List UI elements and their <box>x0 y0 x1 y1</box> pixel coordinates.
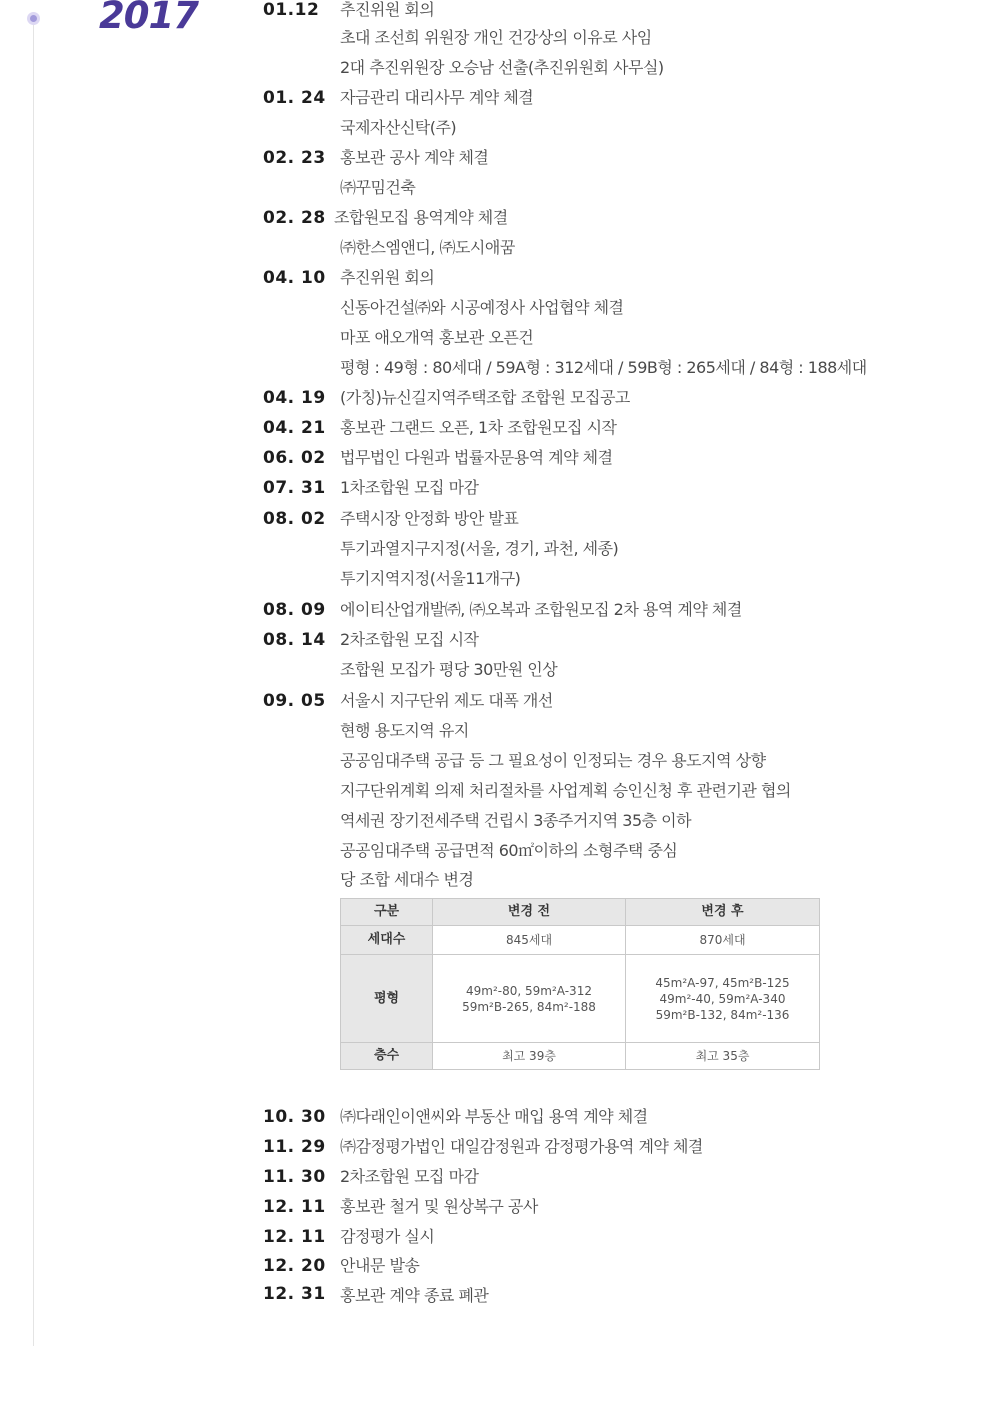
event-text: 2차조합원 모집 마감 <box>340 1167 479 1186</box>
event-text: 공공임대주택 공급 등 그 필요성이 인정되는 경우 용도지역 상향 <box>340 751 766 770</box>
event-date: 08. 09 <box>263 600 326 620</box>
event-text: 지구단위계획 의제 처리절차를 사업계획 승인신청 후 관련기관 협의 <box>340 781 791 800</box>
event-text: 2대 추진위원장 오승남 선출(추진위원회 사무실) <box>340 58 664 77</box>
event-text: ㈜다래인이앤씨와 부동산 매입 용역 계약 체결 <box>340 1107 648 1126</box>
event-text: 역세권 장기전세주택 건립시 3종주거지역 35층 이하 <box>340 811 692 830</box>
event-date: 01.12 <box>263 0 320 20</box>
event-text: ㈜한스엠앤디, ㈜도시애꿈 <box>340 238 515 257</box>
event-text: 당 조합 세대수 변경 <box>340 870 474 889</box>
timeline-dot-icon <box>27 12 40 25</box>
event-text: 공공임대주택 공급면적 60㎡이하의 소형주택 중심 <box>340 841 678 860</box>
event-date: 12. 20 <box>263 1256 326 1276</box>
event-text: 마포 애오개역 홍보관 오픈건 <box>340 328 534 347</box>
table-row-label: 세대수 <box>341 926 433 955</box>
table-row-label: 층수 <box>341 1043 433 1070</box>
event-date: 04. 21 <box>263 418 326 438</box>
event-text: 1차조합원 모집 마감 <box>340 478 479 497</box>
household-change-table <box>340 898 820 1070</box>
table-row <box>341 955 820 1043</box>
event-text: ㈜감정평가법인 대일감정원과 감정평가용역 계약 체결 <box>340 1137 703 1156</box>
event-text: 현행 용도지역 유지 <box>340 721 469 740</box>
table-header-cell: 구분 <box>341 899 433 926</box>
event-text: 자금관리 대리사무 계약 체결 <box>340 88 534 107</box>
table-cell-after <box>626 926 820 955</box>
table-cell-line: 870세대 <box>699 933 746 947</box>
event-text: 홍보관 공사 계약 체결 <box>340 148 489 167</box>
table-cell-before <box>433 955 626 1043</box>
event-text: 투기과열지구지정(서울, 경기, 과천, 세종) <box>340 539 619 558</box>
event-text: 홍보관 계약 종료 폐관 <box>340 1286 489 1305</box>
table-cell-line: 59m²B-265, 84m²-188 <box>462 999 596 1014</box>
event-date: 11. 30 <box>263 1167 326 1187</box>
event-text: 투기지역지정(서울11개구) <box>340 569 521 588</box>
event-text: 추진위원 회의 <box>340 268 435 287</box>
event-date: 02. 28 <box>263 208 326 228</box>
event-text: 주택시장 안정화 방안 발표 <box>340 509 519 528</box>
table-cell-before <box>433 1043 626 1070</box>
event-text: 안내문 발송 <box>340 1256 420 1275</box>
event-text: 조합원모집 용역계약 체결 <box>334 208 508 227</box>
timeline-line <box>33 18 34 1346</box>
event-date: 02. 23 <box>263 148 326 168</box>
event-text: 감정평가 실시 <box>340 1227 435 1246</box>
event-text: 신동아건설㈜와 시공예정사 사업협약 체결 <box>340 298 624 317</box>
event-date: 11. 29 <box>263 1137 326 1157</box>
event-text: 국제자산신탁(주) <box>340 118 457 137</box>
table-row <box>341 1043 820 1070</box>
table-cell-line: 59m²B-132, 84m²-136 <box>655 1007 790 1022</box>
table-cell-line: 최고 39층 <box>502 1049 556 1063</box>
table-cell-line: 845세대 <box>505 933 553 947</box>
table-row <box>341 926 820 955</box>
table-cell-before <box>433 926 626 955</box>
event-date: 12. 11 <box>263 1197 326 1217</box>
event-date: 06. 02 <box>263 448 326 468</box>
table-header-row <box>341 899 820 926</box>
event-text: (가칭)뉴신길지역주택조합 조합원 모집공고 <box>340 388 630 407</box>
table-cell-line: 49m²-40, 59m²A-340 <box>659 991 786 1006</box>
event-text: 2차조합원 모집 시작 <box>340 630 479 649</box>
event-text: 법무법인 다원과 법률자문용역 계약 체결 <box>340 448 613 467</box>
table-cell-after <box>626 955 820 1043</box>
event-date: 10. 30 <box>263 1107 326 1127</box>
table-row-label: 평형 <box>341 955 433 1043</box>
event-text: 초대 조선희 위원장 개인 건강상의 이유로 사임 <box>340 28 652 47</box>
event-date: 04. 10 <box>263 268 326 288</box>
event-date: 07. 31 <box>263 478 326 498</box>
event-text: 에이티산업개발㈜, ㈜오복과 조합원모집 2차 용역 계약 체결 <box>340 600 742 619</box>
event-text: 평형 : 49형 : 80세대 / 59A형 : 312세대 / 59B형 : 265세대 / 84형 : 188세대 <box>340 358 867 377</box>
table-cell-after <box>626 1043 820 1070</box>
event-date: 12. 31 <box>263 1284 326 1304</box>
event-text: 조합원 모집가 평당 30만원 인상 <box>340 660 558 679</box>
year-heading: 2017 <box>99 0 198 37</box>
event-text: 추진위원 회의 <box>340 0 435 19</box>
event-text: 홍보관 그랜드 오픈, 1차 조합원모집 시작 <box>340 418 617 437</box>
event-date: 09. 05 <box>263 691 326 711</box>
event-date: 12. 11 <box>263 1227 326 1247</box>
event-text: ㈜꾸밈건축 <box>340 178 416 197</box>
event-text: 홍보관 철거 및 원상복구 공사 <box>340 1197 538 1216</box>
table-cell-line: 45m²A-97, 45m²B-125 <box>655 975 790 990</box>
table-header-cell: 변경 전 <box>433 899 626 926</box>
event-text: 서울시 지구단위 제도 대폭 개선 <box>340 691 553 710</box>
event-date: 08. 02 <box>263 509 326 529</box>
event-date: 01. 24 <box>263 88 326 108</box>
table-header-cell: 변경 후 <box>626 899 820 926</box>
table-cell-line: 49m²-80, 59m²A-312 <box>466 983 592 998</box>
table-cell-line: 최고 35층 <box>695 1049 750 1063</box>
event-date: 08. 14 <box>263 630 326 650</box>
event-date: 04. 19 <box>263 388 326 408</box>
